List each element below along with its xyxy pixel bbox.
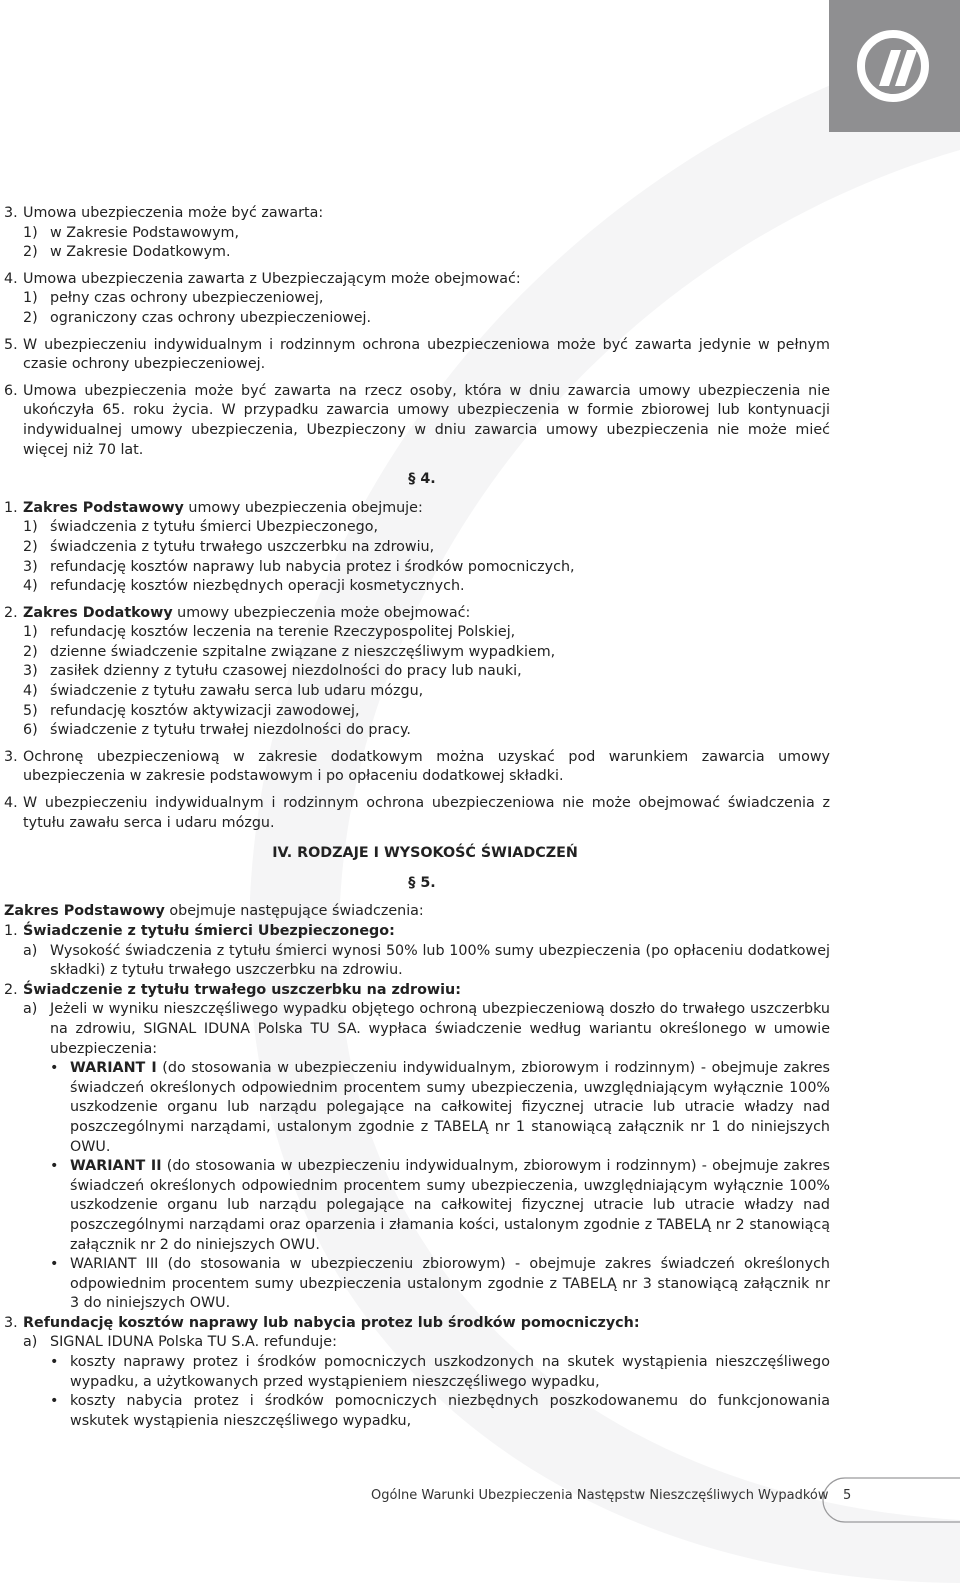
intro-rest: obejmuje następujące świadczenia: <box>164 903 424 920</box>
clause-number: 5. <box>4 336 18 353</box>
list-text: Jeżeli w wyniku nieszczęśliwego wypadku objętego ochroną ubezpieczeniową doszło do trwałego uszczerbku na zdrowiu, SIGNAL IDUNA Polska TU SA. wypłaca świadczenie według wariantu określonego w umowie ubezpieczenia: <box>50 1001 830 1057</box>
clause-number: 3. <box>4 205 18 221</box>
footer-title: Ogólne Warunki Ubezpieczenia Następstw Nieszczęśliwych Wypadków <box>371 1488 829 1503</box>
list-item <box>23 243 830 263</box>
list-item <box>23 662 830 682</box>
list-number: 1) <box>23 519 38 536</box>
clause-rest: umowy ubezpieczenia może obejmować: <box>172 604 471 621</box>
list-number: 1) <box>23 624 38 641</box>
list-text: refundację kosztów niezbędnych operacji kosmetycznych. <box>50 578 465 595</box>
list-text: refundację kosztów aktywizacji zawodowej, <box>50 702 360 719</box>
list-number: 2) <box>23 643 38 660</box>
list-item <box>23 309 830 329</box>
list-text: SIGNAL IDUNA Polska TU S.A. refunduje: <box>50 1334 337 1351</box>
variant-list <box>50 1059 830 1314</box>
benefit-3-heading <box>4 1314 830 1334</box>
list-text: ograniczony czas ochrony ubezpieczeniowej. <box>50 309 372 326</box>
paragraph-heading-4: § 4. <box>408 471 436 488</box>
clause-text <box>23 604 830 624</box>
clause-text: Umowa ubezpieczenia może być zawarta: <box>23 205 324 221</box>
clause-3 <box>4 204 830 263</box>
list-item <box>23 538 830 558</box>
list-text: w Zakresie Dodatkowym. <box>50 244 231 261</box>
document-body <box>4 204 830 1431</box>
variant-text: (do stosowania w ubezpieczeniu indywidualnym, zbiorowym i rodzinnym) - obejmuje zakres świadczeń określonych odpowiednim procentem sumy ubezpieczenia, uwzględniającym wyłącznie 100% uszkodzenie organu lub narządu polegające na całkowitej fizycznej utracie lub utracie władzy nad poszczególnymi narządami, ustalonym zgodnie z TABELĄ nr 1 stanowiącą załącznik nr 1 do niniejszych OWU. <box>70 1060 830 1155</box>
list-number: a) <box>23 1001 38 1018</box>
list-number: a) <box>23 942 38 959</box>
list-number: a) <box>23 1334 38 1351</box>
list-number: 2) <box>23 538 38 555</box>
clause-bold-term: Zakres Podstawowy <box>23 499 184 516</box>
variant-text: (do stosowania w ubezpieczeniu indywidualnym, zbiorowym i rodzinnym) - obejmuje zakres świadczeń określonych odpowiednim procentem sumy ubezpieczenia, uwzględniającym wyłącznie 100% uszkodzenie organu lub narządu polegające na całkowitej fizycznej utracie lub utracie władzy nad poszczególnymi narządami oraz oparzenia i złamania kości, ustalonym zgodnie z TABELĄ nr 2 stanowiącą załącznik nr 2 do niniejszych OWU. <box>70 1158 830 1253</box>
list-number: 2) <box>23 244 38 261</box>
clause-number: 4. <box>4 795 18 812</box>
clause-number: 1. <box>4 499 18 516</box>
list-number: 3) <box>23 663 38 680</box>
clause-text <box>23 499 830 519</box>
chapter-heading: IV. RODZAJE I WYSOKOŚĆ ŚWIADCZEŃ <box>272 845 578 862</box>
list-item <box>23 558 830 578</box>
clause-par4-2 <box>4 604 830 741</box>
refund-list <box>50 1353 830 1431</box>
list-number: 4) <box>23 683 38 700</box>
list-number: 6) <box>23 722 38 739</box>
signal-iduna-logo-icon <box>829 0 960 132</box>
list-text: świadczenie z tytułu zawału serca lub udaru mózgu, <box>50 683 424 700</box>
list-number: 5) <box>23 702 38 719</box>
clause-number: 3. <box>4 1314 18 1331</box>
variant-name: WARIANT II <box>70 1158 162 1175</box>
clause-4 <box>4 270 830 329</box>
par5-intro <box>4 902 830 922</box>
benefit-title: Świadczenie z tytułu trwałego uszczerbku na zdrowiu: <box>23 981 461 998</box>
list-text: refundację kosztów leczenia na terenie Rzeczypospolitej Polskiej, <box>50 624 516 641</box>
list-item <box>23 721 830 741</box>
list-number: 4) <box>23 578 38 595</box>
list-item <box>23 577 830 597</box>
variant-item <box>50 1059 830 1157</box>
clause-number: 3. <box>4 748 18 765</box>
list-text: świadczenia z tytułu trwałego uszczerbku na zdrowiu, <box>50 538 435 555</box>
list-item <box>23 643 830 663</box>
clause-text: W ubezpieczeniu indywidualnym i rodzinnym ochrona ubezpieczeniowa może być zawarta jedynie w pełnym czasie ochrony ubezpieczeniowej. <box>23 336 830 373</box>
clause-number: 2. <box>4 604 18 621</box>
list-number: 2) <box>23 309 38 326</box>
clause-text: Ochronę ubezpieczeniową w zakresie dodatkowym można uzyskać pod warunkiem zawarcia umowy ubezpieczenia w zakresie podstawowym i po opłaceniu dodatkowej składki. <box>23 748 830 785</box>
benefit-title: Refundację kosztów naprawy lub nabycia protez lub środków pomocniczych: <box>23 1314 640 1331</box>
list-item <box>23 224 830 244</box>
list-text: w Zakresie Podstawowym, <box>50 224 240 241</box>
clause-rest: umowy ubezpieczenia obejmuje: <box>183 499 423 516</box>
list-number: 3) <box>23 558 38 575</box>
clause-par4-3 <box>4 748 830 787</box>
variant-item <box>50 1255 830 1314</box>
list-text: Wysokość świadczenia z tytułu śmierci wynosi 50% lub 100% sumy ubezpieczenia (po opłaceniu dodatkowej składki) z tytułu trwałego uszczerbku na zdrowiu. <box>50 942 830 979</box>
clause-number: 1. <box>4 923 18 939</box>
list-text: dzienne świadczenie szpitalne związane z nieszczęśliwym wypadkiem, <box>50 643 556 660</box>
list-item <box>23 702 830 722</box>
list-text: pełny czas ochrony ubezpieczeniowej, <box>50 290 324 307</box>
list-text: refundację kosztów naprawy lub nabycia protez i środków pomocniczych, <box>50 558 575 575</box>
list-item <box>23 1333 830 1353</box>
clause-par4-4 <box>4 794 830 833</box>
clause-6 <box>4 382 830 460</box>
list-item <box>23 623 830 643</box>
clause-number: 4. <box>4 270 18 287</box>
list-text: świadczenia z tytułu śmierci Ubezpieczonego, <box>50 519 379 536</box>
list-item <box>23 942 830 981</box>
list-number: 1) <box>23 224 38 241</box>
benefit-2-heading <box>4 981 830 1001</box>
list-text: świadczenie z tytułu trwałej niezdolności do pracy. <box>50 722 411 739</box>
variant-name: WARIANT I <box>70 1060 157 1077</box>
clause-number: 6. <box>4 382 18 399</box>
refund-item: • koszty naprawy protez i środków pomocniczych uszkodzonych na skutek wystąpienia nieszczęśliwego wypadku, a użytkowanych przed wystąpieniem nieszczęśliwego wypadku, <box>50 1353 830 1392</box>
benefit-title: Świadczenie z tytułu śmierci Ubezpieczonego: <box>23 923 395 939</box>
clause-text: W ubezpieczeniu indywidualnym i rodzinnym ochrona ubezpieczeniowa nie może obejmować świadczenia z tytułu zawału serca i udaru mózgu. <box>23 795 830 831</box>
logo-box <box>829 0 960 132</box>
list-item <box>23 1000 830 1059</box>
variant-text: WARIANT III (do stosowania w ubezpieczeniu zbiorowym) - obejmuje zakres świadczeń określonych odpowiednim procentem sumy ubezpieczenia ustalonym zgodnie z TABELĄ nr 3 stanowiącą załącznik nr 3 do niniejszych OWU. <box>70 1256 830 1312</box>
benefit-1-heading <box>4 922 830 942</box>
clause-text: Umowa ubezpieczenia zawarta z Ubezpieczającym może obejmować: <box>23 270 521 287</box>
list-number: 1) <box>23 290 38 307</box>
intro-bold-term: Zakres Podstawowy <box>4 903 165 920</box>
paragraph-heading-5: § 5. <box>408 874 436 891</box>
clause-par4-1 <box>4 499 830 597</box>
clause-number: 2. <box>4 981 18 998</box>
list-text: zasiłek dzienny z tytułu czasowej niezdolności do pracy lub nauki, <box>50 663 522 680</box>
clause-text: Umowa ubezpieczenia może być zawarta na rzecz osoby, która w dniu zawarcia umowy ubezpieczenia nie ukończyła 65. roku życia. W przypadku zawarcia umowy ubezpieczenia w formie zbiorowej lub kontynuacji indywidualnej umowy ubezpieczenia, Ubezpieczony w dniu zawarcia umowy ubezpieczenia nie może mieć więcej niż 70 lat. <box>23 382 830 458</box>
refund-item: • koszty nabycia protez i środków pomocniczych niezbędnych poszkodowanemu do funkcjonowania wskutek wystąpienia nieszczęśliwego wypadku, <box>50 1392 830 1431</box>
clause-bold-term: Zakres Dodatkowy <box>23 604 173 621</box>
variant-item <box>50 1157 830 1255</box>
list-item <box>23 518 830 538</box>
page-number: 5 <box>843 1488 852 1503</box>
clause-5 <box>4 336 830 375</box>
list-item <box>23 289 830 309</box>
list-item <box>23 682 830 702</box>
